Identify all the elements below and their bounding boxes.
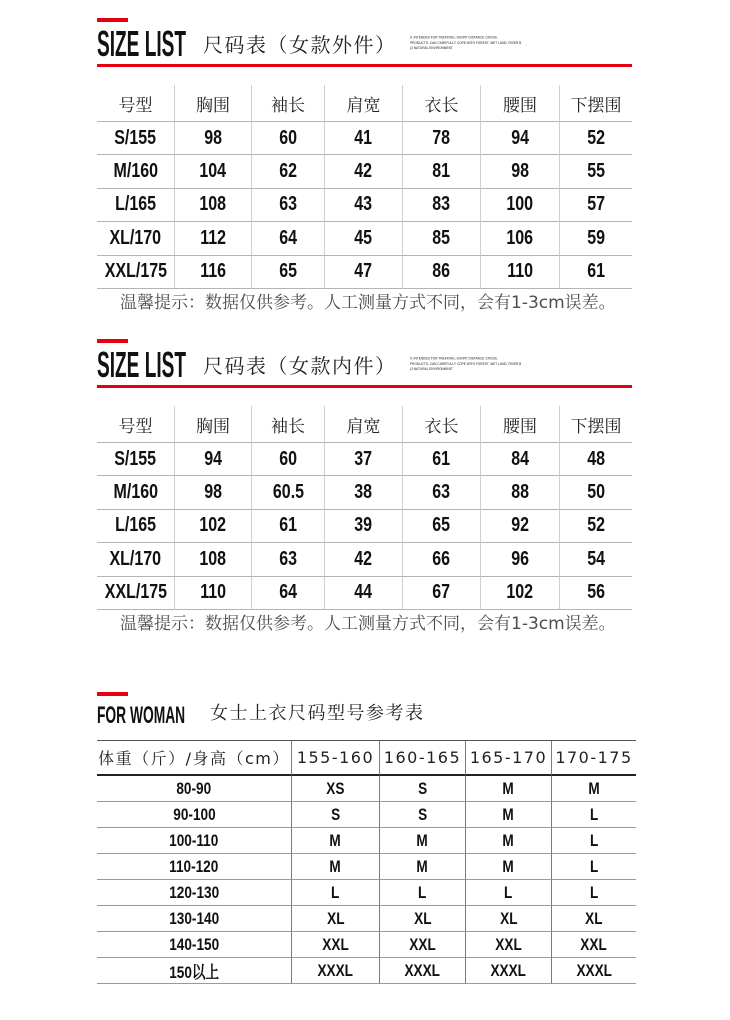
- column-header-text: 体重（斤）/身高（cm）: [98, 749, 290, 768]
- column-header-text: 155-160: [296, 748, 375, 767]
- outerwear-size-section: [0, 0, 730, 321]
- row-label-text: XXL/175: [104, 581, 167, 604]
- fine-print-line: 9. INTENDED FOR TREKKING, SHORT DISTANCE CROSS,: [410, 356, 498, 361]
- table-cell: [325, 222, 403, 255]
- table-cell-text: 88: [511, 481, 529, 504]
- table-cell: [292, 958, 380, 984]
- table-cell: [292, 802, 380, 828]
- table-cell-text: 60.5: [272, 481, 304, 504]
- table-cell: [252, 577, 325, 610]
- table-cell-text: 63: [279, 547, 297, 570]
- table-cell-text: 59: [587, 226, 605, 249]
- fine-print-line: PRODUCTS, CAN CAREFULLY COPE WITH FOREST, WET LAND, RIVER B: [410, 41, 522, 45]
- table-cell: [175, 476, 252, 509]
- outerwear-size-table: [97, 85, 632, 289]
- table-cell-text: 41: [354, 126, 373, 149]
- column-header-text: 160-165: [383, 748, 462, 767]
- table-cell: [552, 880, 636, 906]
- table-cell: [560, 443, 632, 476]
- table-cell-text: 100: [506, 193, 534, 216]
- table-cell-text: 94: [204, 447, 222, 470]
- table-cell: [252, 443, 325, 476]
- table-cell-text: 63: [432, 481, 451, 504]
- table-cell: [380, 854, 466, 880]
- table-cell: [380, 958, 466, 984]
- table-cell: [292, 906, 380, 932]
- table-cell: [175, 222, 252, 255]
- table-cell: [403, 155, 481, 188]
- table-cell: [175, 122, 252, 155]
- row-label: [97, 828, 292, 854]
- table-cell-text: 106: [506, 226, 534, 249]
- column-header: [97, 406, 175, 443]
- row-label: [97, 880, 292, 906]
- table-cell-text: L: [589, 830, 599, 850]
- row-label: [97, 776, 292, 802]
- measurement-note: 温馨提示：数据仅供参考。人工测量方式不同，会有1-3cm误差。: [120, 293, 616, 313]
- table-cell-text: 108: [199, 193, 227, 216]
- column-header: [481, 85, 560, 122]
- table-cell: [481, 222, 560, 255]
- row-label: [97, 256, 175, 289]
- table-cell: [552, 958, 636, 984]
- table-cell-text: M: [502, 830, 515, 850]
- table-cell-text: 102: [506, 581, 534, 604]
- table-cell-text: 116: [200, 260, 226, 283]
- table-cell: [380, 932, 466, 958]
- row-label-text: 110-120: [169, 856, 219, 876]
- column-header: [552, 741, 636, 776]
- table-cell-text: 110: [507, 260, 533, 283]
- table-cell: [466, 802, 552, 828]
- innerwear-size-table: [97, 406, 632, 610]
- red-accent-tab: [97, 339, 128, 343]
- row-label: [97, 543, 175, 576]
- innerwear-size-section: [0, 321, 730, 642]
- table-cell-text: 85: [432, 226, 451, 249]
- table-cell-text: 94: [511, 126, 529, 149]
- table-cell-text: XXL: [409, 934, 436, 954]
- column-header: [252, 85, 325, 122]
- table-cell-text: 102: [199, 514, 227, 537]
- column-header: [403, 406, 481, 443]
- table-cell: [560, 256, 632, 289]
- table-cell: [481, 443, 560, 476]
- table-cell: [481, 577, 560, 610]
- table-cell: [292, 854, 380, 880]
- table-cell: [325, 476, 403, 509]
- table-cell-text: M: [502, 804, 515, 824]
- table-cell-text: S: [330, 804, 341, 824]
- red-accent-tab: [97, 692, 128, 696]
- row-label-text: 120-130: [169, 882, 219, 902]
- table-cell-text: L: [504, 882, 513, 902]
- table-cell-text: 42: [354, 547, 373, 570]
- table-cell-text: 64: [279, 581, 297, 604]
- row-label: [97, 906, 292, 932]
- column-header: [325, 85, 403, 122]
- table-cell: [403, 189, 481, 222]
- table-cell-text: XL: [326, 908, 345, 928]
- table-cell: [466, 828, 552, 854]
- table-cell-text: 92: [511, 514, 529, 537]
- table-cell-text: 78: [432, 126, 451, 149]
- table-cell: [560, 222, 632, 255]
- fine-print: [410, 356, 521, 372]
- column-header-text: 170-175: [555, 748, 633, 767]
- table-cell: [466, 854, 552, 880]
- table-cell-text: 60: [279, 447, 297, 470]
- table-cell-text: M: [502, 856, 515, 876]
- column-header: [560, 85, 632, 122]
- table-cell: [252, 510, 325, 543]
- table-cell: [252, 256, 325, 289]
- table-cell-text: 38: [354, 481, 373, 504]
- table-cell: [552, 802, 636, 828]
- table-cell-text: 63: [279, 193, 297, 216]
- table-cell-text: M: [329, 830, 342, 850]
- column-header-text: 袖长: [271, 416, 305, 437]
- column-header-text: 号型: [118, 416, 153, 437]
- table-cell: [560, 189, 632, 222]
- column-header-text: 号型: [118, 95, 153, 116]
- table-cell: [252, 155, 325, 188]
- column-header-text: 165-170: [469, 748, 548, 767]
- table-cell-text: L: [589, 856, 599, 876]
- table-cell-text: 39: [354, 514, 373, 537]
- table-cell: [175, 577, 252, 610]
- row-label-text: 100-110: [169, 830, 219, 850]
- table-cell: [552, 854, 636, 880]
- table-cell-text: XXXL: [576, 960, 612, 980]
- table-cell-text: XXL: [495, 934, 522, 954]
- table-cell-text: 52: [587, 514, 605, 537]
- table-cell-text: 112: [200, 226, 226, 249]
- table-cell: [481, 256, 560, 289]
- column-header: [252, 406, 325, 443]
- row-label-text: 80-90: [176, 778, 212, 798]
- row-label-text: 150以上: [169, 963, 219, 982]
- table-cell: [403, 443, 481, 476]
- table-cell-text: 55: [587, 160, 605, 183]
- section-title: 尺码表（女款外件）: [203, 33, 397, 57]
- table-cell-text: 60: [279, 126, 297, 149]
- row-label-text: XL/170: [109, 547, 162, 570]
- table-cell: [175, 543, 252, 576]
- table-cell: [325, 155, 403, 188]
- table-cell-text: 43: [354, 193, 373, 216]
- table-cell-text: XXXL: [490, 960, 527, 980]
- row-label: [97, 577, 175, 610]
- table-cell: [292, 932, 380, 958]
- table-cell: [252, 476, 325, 509]
- table-cell-text: XXL: [322, 934, 349, 954]
- table-cell: [552, 776, 636, 802]
- table-cell-text: 84: [511, 447, 529, 470]
- row-label-text: M/160: [113, 160, 158, 183]
- row-label: [97, 155, 175, 188]
- table-cell: [552, 932, 636, 958]
- row-label: [97, 958, 292, 984]
- table-cell-text: 65: [432, 514, 451, 537]
- measurement-note: 温馨提示：数据仅供参考。人工测量方式不同，会有1-3cm误差。: [120, 614, 616, 634]
- column-header: [466, 741, 552, 776]
- table-cell: [175, 189, 252, 222]
- table-cell-text: 98: [511, 160, 529, 183]
- table-cell-text: M: [416, 856, 429, 876]
- table-cell: [403, 476, 481, 509]
- table-cell-text: 67: [432, 581, 451, 604]
- table-cell: [466, 776, 552, 802]
- table-cell: [481, 122, 560, 155]
- table-cell: [466, 880, 552, 906]
- column-header-text: 肩宽: [346, 95, 381, 116]
- table-cell: [380, 776, 466, 802]
- table-cell-text: M: [329, 856, 342, 876]
- reference-size-table: [97, 740, 636, 984]
- table-cell: [380, 906, 466, 932]
- table-cell: [325, 256, 403, 289]
- table-cell: [560, 476, 632, 509]
- table-cell-text: 98: [204, 126, 222, 149]
- table-cell: [481, 476, 560, 509]
- column-header-text: 下摆围: [570, 416, 622, 437]
- table-cell-text: 98: [204, 481, 222, 504]
- table-cell-text: 83: [432, 193, 451, 216]
- table-cell: [380, 880, 466, 906]
- red-divider: [97, 64, 632, 67]
- column-header: [175, 85, 252, 122]
- column-header: [403, 85, 481, 122]
- table-cell: [252, 189, 325, 222]
- table-cell: [403, 577, 481, 610]
- table-cell: [175, 443, 252, 476]
- table-cell: [325, 122, 403, 155]
- fine-print-line: PRODUCTS, CAN CAREFULLY COPE WITH FOREST, WET LAND, RIVER B: [410, 362, 522, 366]
- row-label: [97, 854, 292, 880]
- table-cell: [325, 543, 403, 576]
- column-header: [481, 406, 560, 443]
- table-cell-text: L: [589, 804, 599, 824]
- table-cell: [403, 122, 481, 155]
- row-label-text: S/155: [114, 126, 157, 149]
- row-label: [97, 932, 292, 958]
- table-cell-text: 57: [587, 193, 605, 216]
- column-header-text: 胸围: [196, 416, 230, 437]
- table-cell: [325, 443, 403, 476]
- table-cell-text: XXXL: [317, 960, 354, 980]
- table-cell-text: 61: [279, 514, 297, 537]
- table-cell: [292, 828, 380, 854]
- table-cell: [560, 510, 632, 543]
- table-cell-text: XL: [585, 908, 603, 928]
- table-cell-text: S: [417, 804, 428, 824]
- row-label: [97, 443, 175, 476]
- column-header: [325, 406, 403, 443]
- table-cell-text: 52: [587, 126, 605, 149]
- table-cell: [403, 256, 481, 289]
- column-header-text: 腰围: [503, 416, 537, 437]
- table-cell: [481, 510, 560, 543]
- table-cell-text: 54: [587, 547, 605, 570]
- table-cell-text: 50: [587, 481, 605, 504]
- table-cell: [481, 189, 560, 222]
- row-label-text: L/165: [115, 514, 156, 537]
- table-cell-text: 56: [587, 581, 605, 604]
- table-cell: [481, 543, 560, 576]
- column-header: [97, 741, 292, 776]
- table-cell-text: 81: [432, 160, 451, 183]
- table-cell: [403, 543, 481, 576]
- table-cell: [252, 222, 325, 255]
- column-header: [560, 406, 632, 443]
- table-cell: [292, 776, 380, 802]
- table-cell: [403, 222, 481, 255]
- table-cell-text: S: [417, 778, 428, 798]
- table-cell: [560, 122, 632, 155]
- row-label: [97, 122, 175, 155]
- table-cell: [175, 155, 252, 188]
- table-cell-text: L: [418, 882, 427, 902]
- table-cell: [325, 189, 403, 222]
- row-label: [97, 802, 292, 828]
- table-cell-text: 48: [587, 447, 605, 470]
- reference-title: 女士上衣尺码型号参考表: [210, 703, 425, 724]
- table-cell-text: M: [502, 778, 515, 798]
- column-header-text: 腰围: [503, 95, 537, 116]
- table-cell-text: L: [331, 882, 340, 902]
- table-cell-text: 110: [200, 581, 226, 604]
- table-cell: [252, 543, 325, 576]
- table-cell-text: 61: [432, 447, 451, 470]
- row-label-text: 90-100: [172, 804, 216, 824]
- table-cell-text: 66: [432, 547, 451, 570]
- table-cell: [175, 510, 252, 543]
- table-cell-text: M: [416, 830, 429, 850]
- table-cell-text: 65: [279, 260, 297, 283]
- column-header: [380, 741, 466, 776]
- row-label: [97, 189, 175, 222]
- table-cell-text: 86: [432, 260, 451, 283]
- column-header-text: 下摆围: [570, 95, 622, 116]
- table-cell: [466, 958, 552, 984]
- table-cell: [403, 510, 481, 543]
- table-cell-text: 47: [354, 260, 373, 283]
- reference-heading: FOR WOMAN: [97, 702, 186, 729]
- table-cell: [380, 828, 466, 854]
- column-header: [292, 741, 380, 776]
- table-cell-text: XL: [413, 908, 432, 928]
- column-header: [175, 406, 252, 443]
- table-cell-text: 44: [354, 581, 373, 604]
- red-accent-tab: [97, 18, 128, 22]
- fine-print-line: 9. INTENDED FOR TREKKING, SHORT DISTANCE CROSS,: [410, 35, 498, 40]
- section-title: 尺码表（女款内件）: [203, 354, 397, 378]
- column-header-text: 胸围: [196, 95, 230, 116]
- table-cell: [175, 256, 252, 289]
- table-cell-text: 96: [511, 547, 529, 570]
- table-cell: [560, 543, 632, 576]
- table-cell: [466, 932, 552, 958]
- column-header-text: 衣长: [424, 95, 459, 116]
- table-cell: [560, 577, 632, 610]
- table-cell-text: 64: [279, 226, 297, 249]
- table-cell-text: 45: [354, 226, 373, 249]
- fine-print: [410, 35, 521, 51]
- table-cell-text: XS: [326, 778, 345, 798]
- table-cell: [552, 906, 636, 932]
- row-label-text: 130-140: [169, 908, 219, 928]
- table-cell-text: L: [589, 882, 599, 902]
- row-label: [97, 476, 175, 509]
- table-cell-text: 62: [279, 160, 297, 183]
- table-cell: [481, 155, 560, 188]
- table-cell: [325, 577, 403, 610]
- row-label: [97, 222, 175, 255]
- fine-print-line: (3 NATURAL ENVIRONMENT: [410, 46, 453, 50]
- table-cell: [560, 155, 632, 188]
- table-cell-text: 42: [354, 160, 373, 183]
- red-divider: [97, 385, 632, 388]
- fine-print-line: (3 NATURAL ENVIRONMENT: [410, 367, 453, 371]
- table-cell-text: XXXL: [404, 960, 441, 980]
- table-cell: [380, 802, 466, 828]
- row-label-text: XL/170: [109, 226, 162, 249]
- table-cell: [292, 880, 380, 906]
- column-header: [97, 85, 175, 122]
- row-label-text: S/155: [114, 447, 157, 470]
- table-cell-text: 104: [199, 160, 227, 183]
- table-cell: [325, 510, 403, 543]
- table-cell-text: 37: [354, 447, 373, 470]
- column-header-text: 肩宽: [346, 416, 381, 437]
- section-heading: SIZE LIST: [97, 23, 187, 64]
- row-label: [97, 510, 175, 543]
- table-cell-text: M: [588, 778, 600, 798]
- table-cell: [252, 122, 325, 155]
- column-header-text: 衣长: [424, 416, 459, 437]
- row-label-text: 140-150: [169, 934, 219, 954]
- table-cell-text: 61: [587, 260, 605, 283]
- row-label-text: L/165: [115, 193, 156, 216]
- column-header-text: 袖长: [271, 95, 305, 116]
- table-cell-text: 108: [199, 547, 227, 570]
- table-cell-text: XL: [499, 908, 518, 928]
- row-label-text: M/160: [113, 481, 158, 504]
- section-heading: SIZE LIST: [97, 344, 187, 385]
- table-cell: [552, 828, 636, 854]
- table-cell-text: XXL: [580, 934, 608, 954]
- table-cell: [466, 906, 552, 932]
- row-label-text: XXL/175: [104, 260, 167, 283]
